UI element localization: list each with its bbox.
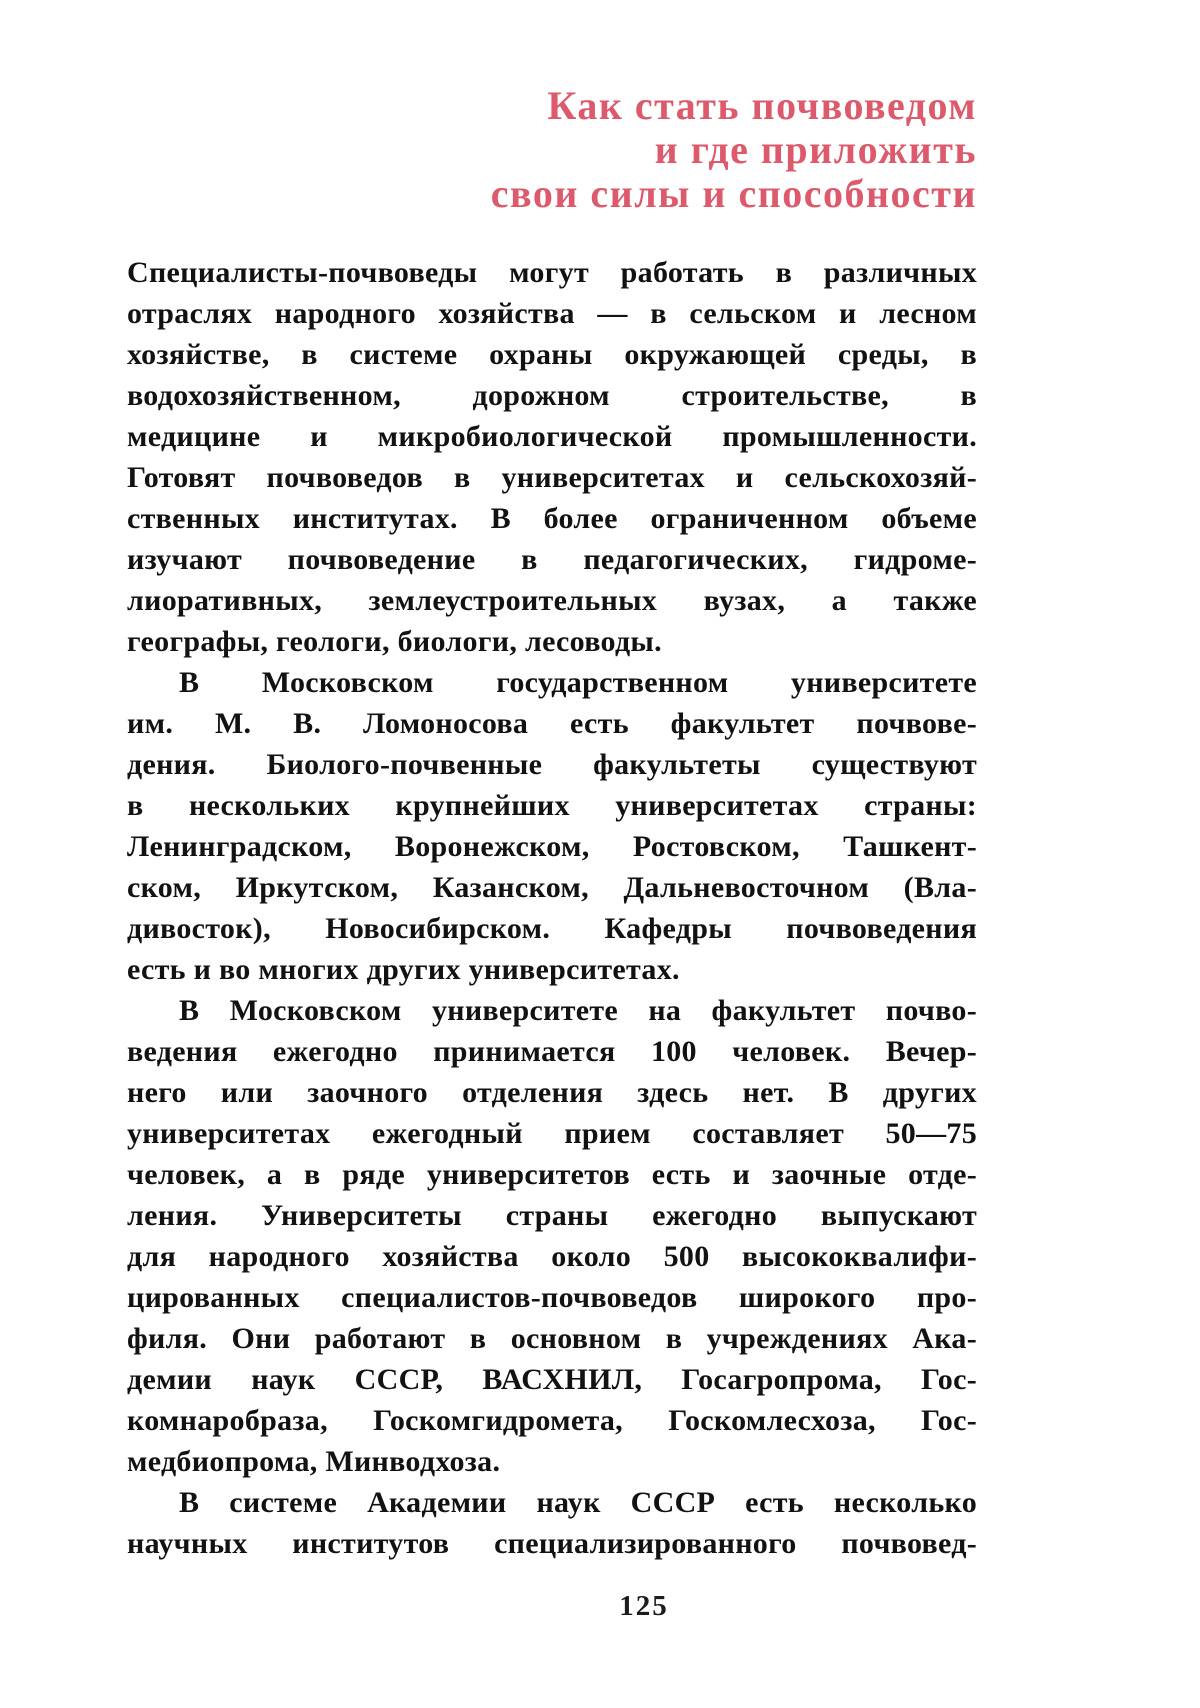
text-line: дения. Биолого-почвенные факультеты существуют	[127, 748, 977, 781]
text-line: В Московском государственном университете	[179, 666, 977, 699]
text-line: ведения ежегодно принимается 100 человек. Вечер-	[127, 1035, 977, 1068]
text-line: В системе Академии наук СССР есть несколько	[179, 1486, 977, 1519]
body-text	[127, 252, 977, 1564]
chapter-title-line: и где приложить	[654, 127, 977, 172]
text-line: ственных институтах. В более ограниченном объеме	[127, 502, 977, 535]
text-line: есть и во многих других университетах.	[127, 953, 680, 986]
text-line: ления. Университеты страны ежегодно выпускают	[127, 1199, 977, 1232]
chapter-title-line: свои силы и способности	[490, 171, 977, 216]
text-line: в нескольких крупнейших университетах страны:	[127, 789, 977, 822]
text-line: комнаробраза, Госкомгидромета, Госкомлесхоза, Гос-	[127, 1404, 977, 1437]
text-line: В Московском университете на факультет почво-	[179, 994, 977, 1027]
text-line: Ленинградском, Воронежском, Ростовском, Ташкент-	[127, 830, 977, 863]
text-line: научных институтов специализированного почвовед-	[127, 1527, 977, 1560]
text-line: географы, геологи, биологи, лесоводы.	[127, 625, 662, 658]
text-line: изучают почвоведение в педагогических, гидроме-	[127, 543, 977, 576]
text-line: медбиопрома, Минводхоза.	[127, 1445, 501, 1478]
text-line: ском, Иркутском, Казанском, Дальневосточном (Вла-	[127, 871, 977, 904]
text-line: Готовят почвоведов в университетах и сельскохозяй-	[127, 461, 977, 494]
text-line: водохозяйственном, дорожном строительстве, в	[127, 379, 977, 412]
text-line: медицине и микробиологической промышленности.	[127, 420, 977, 453]
text-line: филя. Они работают в основном в учреждениях Ака-	[127, 1322, 977, 1355]
text-line: Специалисты-почвоведы могут работать в различных	[127, 256, 977, 289]
text-line: демии наук СССР, ВАСХНИЛ, Госагропрома, Гос-	[127, 1363, 977, 1396]
page-content	[127, 84, 977, 1623]
text-line: лиоративных, землеустроительных вузах, а также	[127, 584, 977, 617]
page-number: 125	[619, 1590, 669, 1622]
text-line: отраслях народного хозяйства — в сельском и лесном	[127, 297, 977, 330]
text-line: для народного хозяйства около 500 высококвалифи-	[127, 1240, 977, 1273]
text-line: университетах ежегодный прием составляет 50—75	[127, 1117, 977, 1150]
text-line: человек, а в ряде университетов есть и заочные отде-	[127, 1158, 977, 1191]
text-line: им. М. В. Ломоносова есть факультет почвове-	[127, 707, 977, 740]
text-line: него или заочного отделения здесь нет. В других	[127, 1076, 977, 1109]
text-line: цированных специалистов-почвоведов широкого про-	[127, 1281, 977, 1314]
text-line: хозяйстве, в системе охраны окружающей среды, в	[127, 338, 977, 371]
text-line: дивосток), Новосибирском. Кафедры почвоведения	[127, 912, 977, 945]
chapter-title	[127, 84, 977, 216]
chapter-title-line: Как стать почвоведом	[547, 83, 977, 128]
